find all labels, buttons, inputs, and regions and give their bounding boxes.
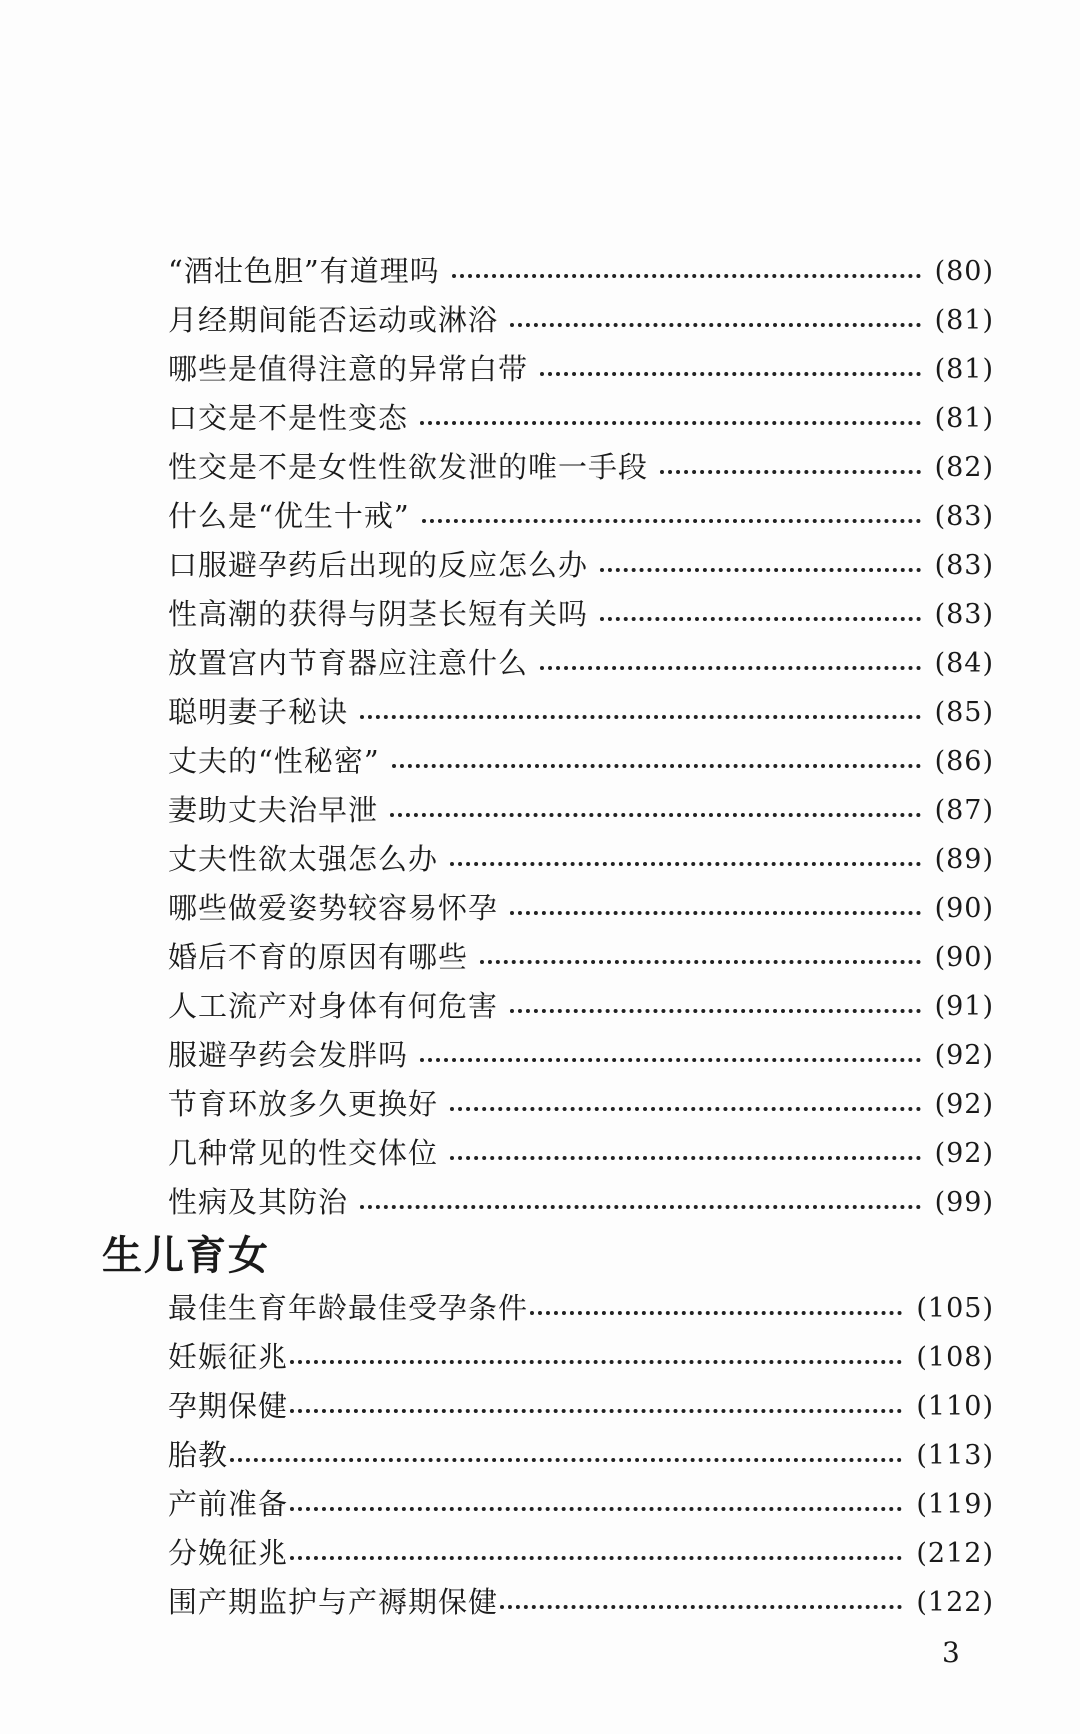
toc-entry	[168, 1129, 994, 1178]
dot-leader	[360, 715, 921, 719]
dot-leader	[420, 1058, 921, 1062]
toc-entry	[168, 541, 994, 590]
toc-entry	[168, 1031, 994, 1080]
toc-entry-page: (83)	[934, 501, 994, 532]
toc-entry	[168, 1431, 994, 1480]
toc-entry-page: (85)	[934, 697, 994, 728]
toc-entry-page: (89)	[934, 844, 994, 875]
toc-entry-title: 哪些做爱姿势较容易怀孕	[168, 891, 499, 925]
toc-entry-title: 妻助丈夫治早泄	[168, 793, 379, 827]
toc-entry-title: 性交是不是女性性欲发泄的唯一手段	[168, 450, 649, 484]
toc-entry-title: 最佳生育年龄最佳受孕条件	[168, 1291, 529, 1325]
toc-entry	[168, 394, 994, 443]
toc-entry-title: 人工流产对身体有何危害	[168, 989, 499, 1023]
dot-leader	[290, 1409, 902, 1413]
toc-entry-page: (91)	[934, 991, 994, 1022]
toc-list-part1	[168, 247, 994, 1227]
toc-entry-page: (119)	[916, 1489, 994, 1520]
toc-entry-title: 丈夫的“性秘密”	[168, 744, 380, 778]
dot-leader	[360, 1205, 921, 1209]
toc-entry	[168, 639, 994, 688]
dot-leader	[422, 519, 921, 523]
dot-leader	[450, 1156, 921, 1160]
toc-entry-page: (81)	[934, 305, 994, 336]
section-heading: 生儿育女	[102, 1233, 270, 1279]
toc-entry	[168, 1480, 994, 1529]
toc-entry-title: 节育环放多久更换好	[168, 1087, 439, 1121]
toc-entry	[168, 296, 994, 345]
toc-entry-title: 妊娠征兆	[168, 1340, 289, 1374]
toc-entry	[168, 247, 994, 296]
toc-entry-title: 丈夫性欲太强怎么办	[168, 842, 439, 876]
toc-entry-page: (212)	[916, 1538, 994, 1569]
dot-leader	[540, 666, 921, 670]
toc-entry	[168, 835, 994, 884]
dot-leader	[660, 470, 921, 474]
dot-leader	[530, 1311, 902, 1315]
toc-entry	[168, 1178, 994, 1227]
toc-entry-page: (84)	[934, 648, 994, 679]
toc-entry-page: (122)	[916, 1587, 994, 1618]
toc-entry-title: 围产期监护与产褥期保健	[168, 1585, 499, 1619]
toc-entry	[168, 1284, 994, 1333]
toc-entry	[168, 590, 994, 639]
toc-entry	[168, 1529, 994, 1578]
dot-leader	[510, 323, 921, 327]
toc-entry-title: 产前准备	[168, 1487, 289, 1521]
dot-leader	[450, 862, 921, 866]
toc-entry	[168, 1382, 994, 1431]
toc-entry	[168, 933, 994, 982]
toc-entry	[168, 786, 994, 835]
toc-entry-title: 孕期保健	[168, 1389, 289, 1423]
toc-entry	[168, 1333, 994, 1382]
dot-leader	[290, 1507, 902, 1511]
dot-leader	[290, 1360, 902, 1364]
toc-entry	[168, 1578, 994, 1627]
toc-entry-title: 聪明妻子秘诀	[168, 695, 349, 729]
toc-entry-page: (81)	[934, 403, 994, 434]
toc-entry-page: (87)	[934, 795, 994, 826]
toc-entry	[168, 884, 994, 933]
dot-leader	[392, 764, 921, 768]
toc-entry-page: (90)	[934, 942, 994, 973]
dot-leader	[390, 813, 921, 817]
toc-entry-title: 口交是不是性变态	[168, 401, 409, 435]
toc-entry-title: 胎教	[168, 1438, 229, 1472]
toc-entry-page: (92)	[934, 1089, 994, 1120]
toc-entry-page: (99)	[934, 1187, 994, 1218]
dot-leader	[510, 1009, 921, 1013]
toc-entry-page: (113)	[916, 1440, 994, 1471]
toc-entry-page: (92)	[934, 1040, 994, 1071]
dot-leader	[230, 1458, 902, 1462]
toc-entry	[168, 443, 994, 492]
dot-leader	[420, 421, 921, 425]
toc-entry-page: (92)	[934, 1138, 994, 1169]
page-number: 3	[942, 1636, 960, 1669]
toc-entry-title: 婚后不育的原因有哪些	[168, 940, 469, 974]
toc-entry-page: (86)	[934, 746, 994, 777]
toc-entry	[168, 688, 994, 737]
toc-entry-page: (90)	[934, 893, 994, 924]
toc-entry-page: (110)	[916, 1391, 994, 1422]
toc-entry-page: (80)	[934, 256, 994, 287]
dot-leader	[452, 274, 921, 278]
toc-entry-title: 什么是“优生十戒”	[168, 499, 410, 533]
toc-entry	[168, 345, 994, 394]
toc-entry-page: (108)	[916, 1342, 994, 1373]
dot-leader	[600, 617, 921, 621]
toc-entry-title: 放置宫内节育器应注意什么	[168, 646, 529, 680]
toc-entry-title: 哪些是值得注意的异常白带	[168, 352, 529, 386]
toc-entry-title: 服避孕药会发胖吗	[168, 1038, 409, 1072]
toc-entry-page: (81)	[934, 354, 994, 385]
toc-entry-title: 性病及其防治	[168, 1185, 349, 1219]
toc-entry-title: 几种常见的性交体位	[168, 1136, 439, 1170]
toc-entry-page: (105)	[916, 1293, 994, 1324]
dot-leader	[480, 960, 921, 964]
toc-entry	[168, 1080, 994, 1129]
toc-list-part2	[168, 1284, 994, 1627]
dot-leader	[450, 1107, 921, 1111]
toc-entry-title: 分娩征兆	[168, 1536, 289, 1570]
toc-entry-title: 口服避孕药后出现的反应怎么办	[168, 548, 589, 582]
toc-entry	[168, 737, 994, 786]
toc-entry-title: “酒壮色胆”有道理吗	[168, 254, 440, 288]
dot-leader	[510, 911, 921, 915]
toc-entry-title: 月经期间能否运动或淋浴	[168, 303, 499, 337]
toc-entry-page: (82)	[934, 452, 994, 483]
dot-leader	[500, 1605, 902, 1609]
toc-entry-page: (83)	[934, 550, 994, 581]
dot-leader	[290, 1556, 902, 1560]
toc-entry-title: 性高潮的获得与阴茎长短有关吗	[168, 597, 589, 631]
toc-entry-page: (83)	[934, 599, 994, 630]
toc-entry	[168, 982, 994, 1031]
dot-leader	[600, 568, 921, 572]
toc-entry	[168, 492, 994, 541]
dot-leader	[540, 372, 921, 376]
